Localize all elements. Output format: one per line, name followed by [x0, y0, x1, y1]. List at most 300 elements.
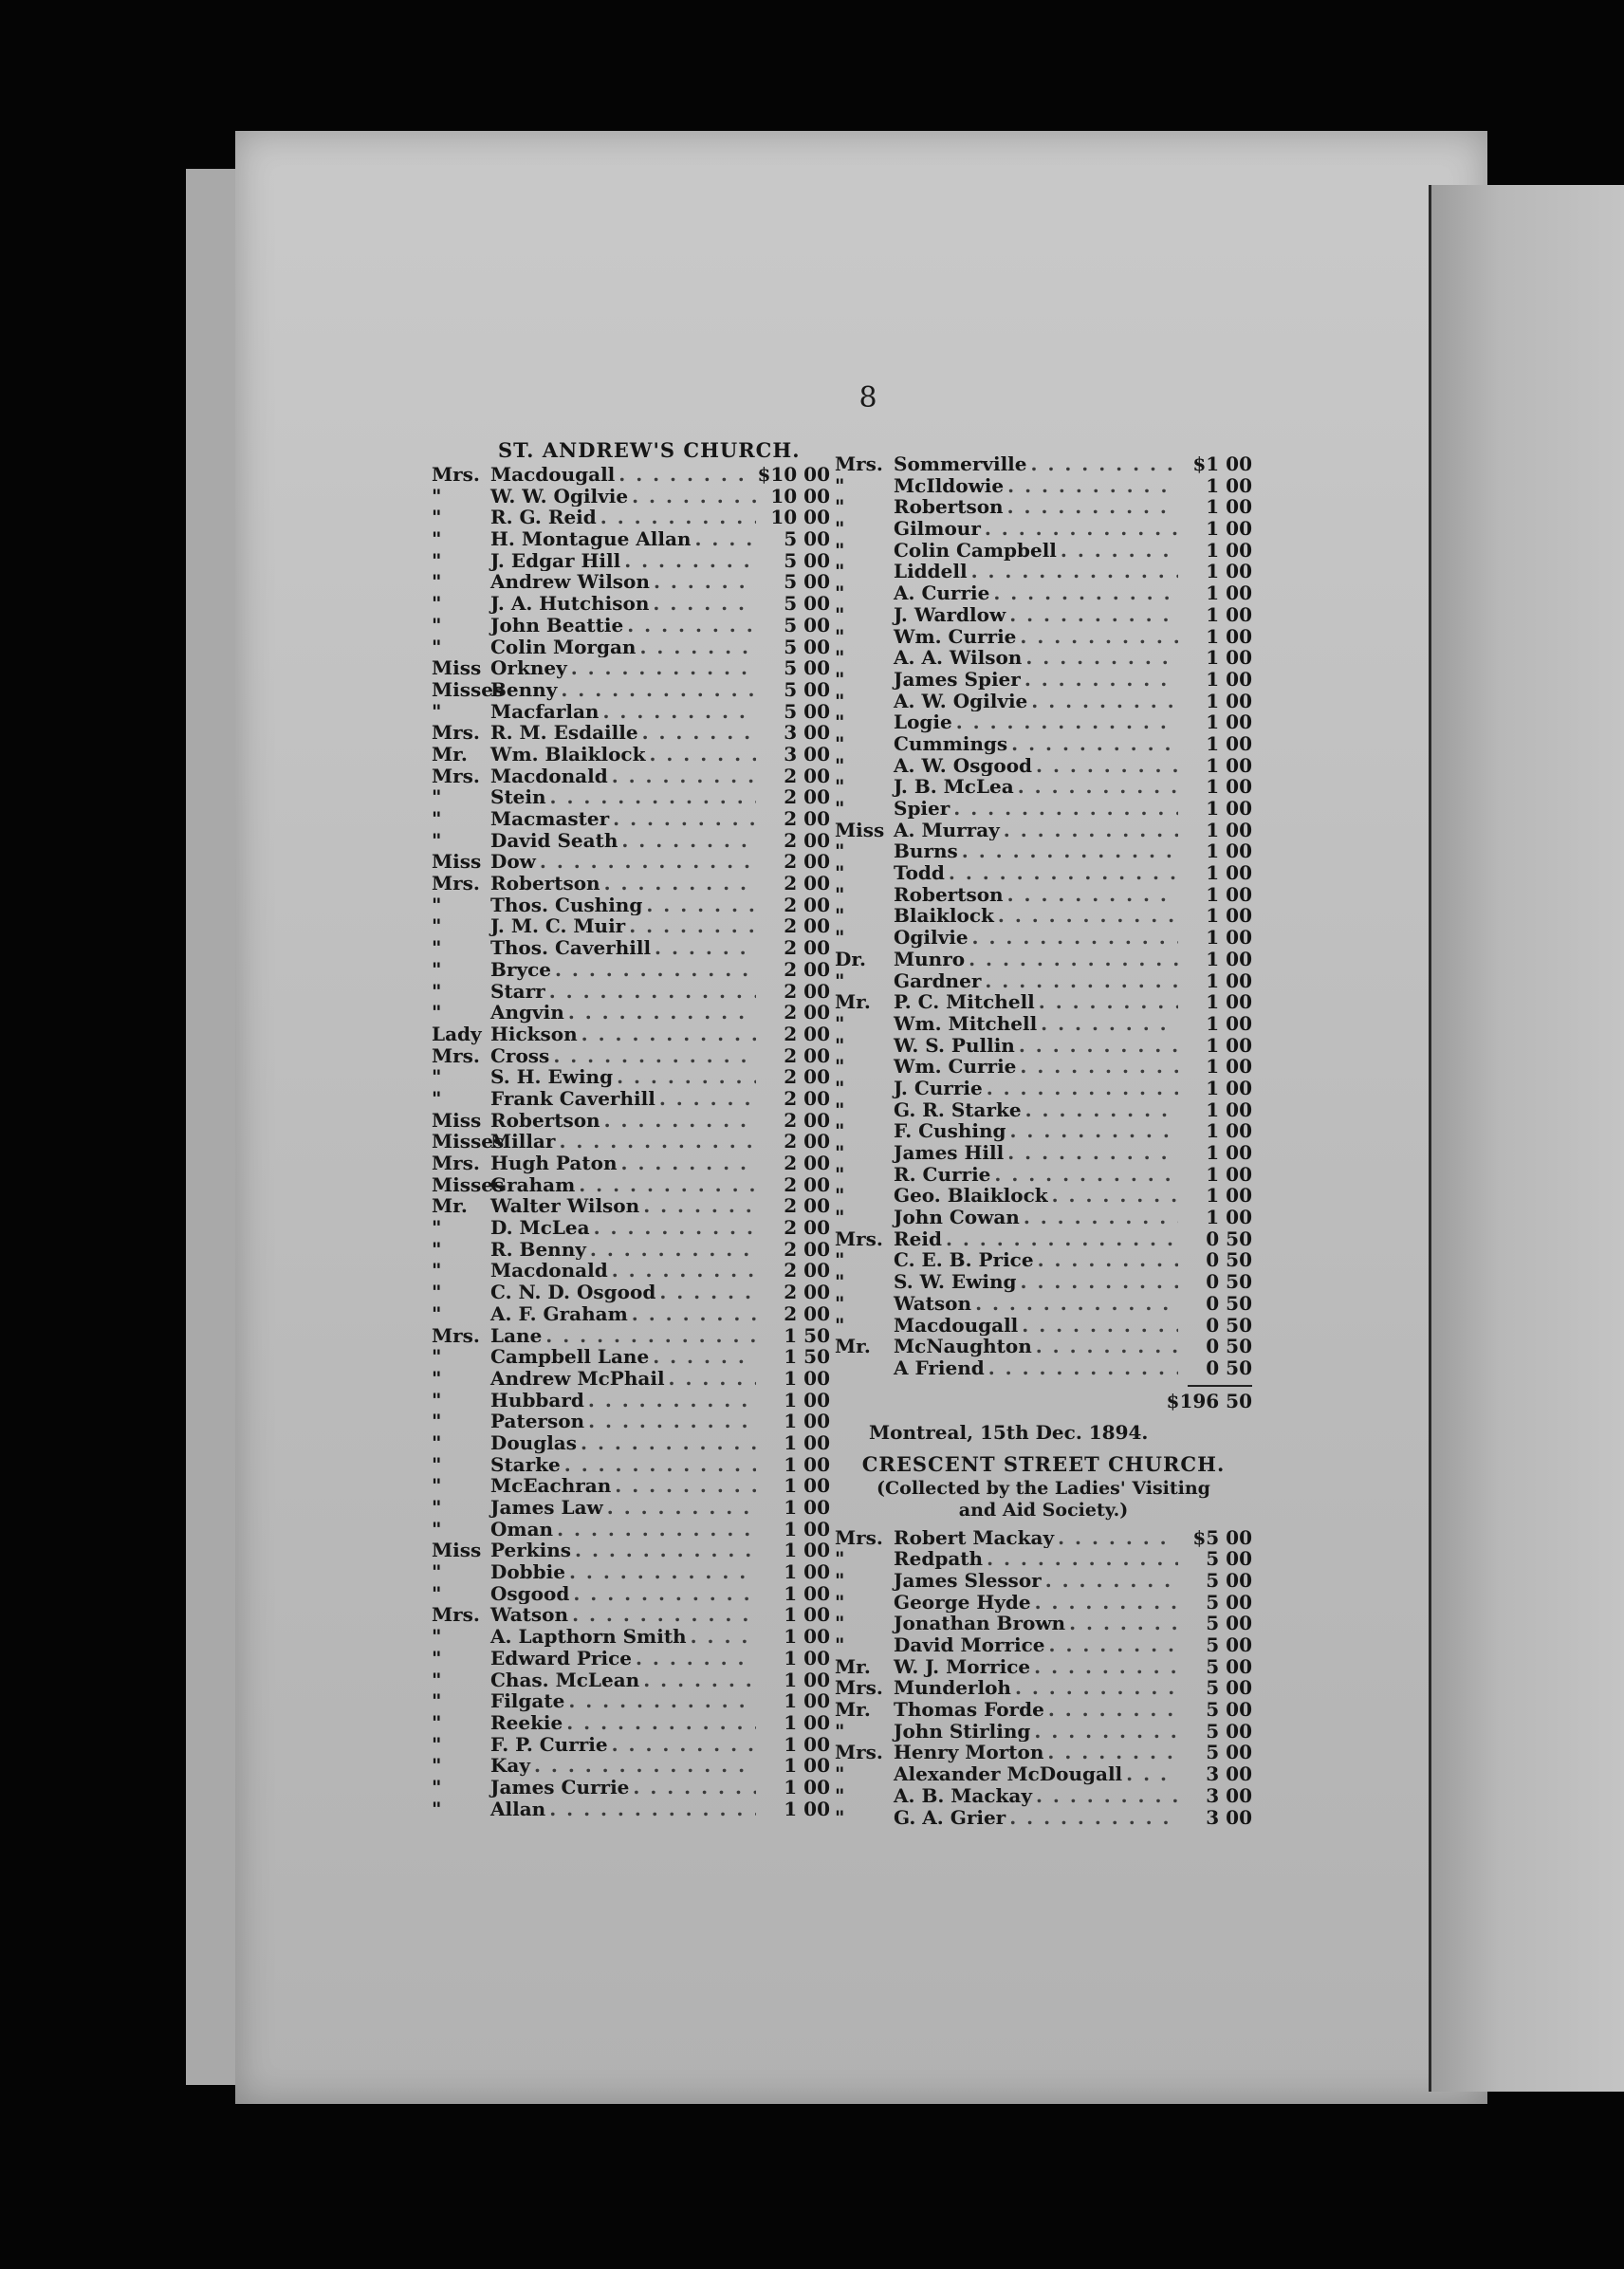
donor-name: F. P. Currie: [490, 1733, 608, 1756]
leader-dots: [639, 1195, 756, 1217]
donation-amount: 1 00: [784, 1711, 830, 1734]
donor-title: ": [432, 1453, 442, 1476]
donor-entry: [835, 518, 1252, 540]
donor-title: ": [835, 1098, 845, 1121]
donor-title: Misses: [432, 678, 505, 701]
donor-title: ": [835, 1249, 845, 1272]
donor-name: McNaughton: [894, 1336, 1032, 1357]
donation-amount: 5 00: [1206, 1548, 1252, 1570]
donor-name: Paterson: [490, 1411, 585, 1432]
donor-title: Miss: [432, 1540, 482, 1562]
donor-title: Miss: [432, 657, 482, 679]
donor-entry: [432, 1282, 830, 1303]
donor-title: ": [835, 862, 845, 884]
donor-title: ": [835, 1163, 845, 1186]
donation-amount: 1 00: [1206, 561, 1252, 583]
donor-name: Reid: [894, 1227, 942, 1250]
leader-dots: [1042, 1570, 1178, 1592]
donor-entry: [835, 798, 1252, 820]
donation-amount: 10 00: [770, 507, 830, 529]
donor-entry: [432, 808, 830, 830]
donor-name: Dobbie: [490, 1561, 565, 1583]
donor-title: ": [432, 1626, 442, 1648]
leader-dots: [584, 1390, 756, 1411]
donor-name: Blaiklock: [894, 905, 994, 928]
donor-name: Wm. Currie: [894, 1056, 1017, 1078]
donor-title: ": [835, 1806, 845, 1829]
donor-title: ": [835, 1120, 845, 1142]
donation-amount: 1 00: [1206, 1142, 1252, 1164]
donor-title: ": [432, 1002, 442, 1024]
donor-entry: [835, 1527, 1252, 1549]
leader-dots: [567, 657, 756, 679]
donor-name: R. Benny: [490, 1238, 586, 1261]
donor-name: G. A. Grier: [894, 1806, 1006, 1829]
leader-dots: [628, 486, 756, 507]
donation-amount: 0 50: [1206, 1356, 1252, 1379]
donation-amount: 1 00: [1206, 1163, 1252, 1186]
donation-amount: 1 00: [784, 1582, 830, 1605]
donation-amount: 5 00: [784, 593, 830, 615]
leader-dots: [586, 1239, 756, 1261]
donor-title: ": [835, 776, 845, 798]
donor-entry: [835, 647, 1252, 669]
donor-title: Mr.: [835, 1336, 871, 1357]
donation-amount: 1 00: [784, 1669, 830, 1691]
donation-amount: 5 00: [784, 657, 830, 679]
donor-entry: [835, 475, 1252, 497]
leader-dots: [981, 970, 1178, 992]
donor-title: ": [432, 1367, 442, 1390]
leader-dots: [1006, 1120, 1179, 1142]
donation-amount: $1 00: [1192, 453, 1252, 475]
donor-title: Mrs.: [835, 1526, 883, 1549]
donor-title: ": [835, 840, 845, 863]
donation-amount: 1 00: [784, 1626, 830, 1648]
leader-dots: [971, 1293, 1178, 1315]
leader-dots: [1044, 1699, 1178, 1721]
donor-entry: [835, 905, 1252, 927]
donation-amount: 3 00: [1206, 1784, 1252, 1807]
donor-title: Mrs.: [432, 1153, 480, 1174]
leader-dots: [1016, 1056, 1178, 1078]
donor-name: W. W. Ogilvie: [490, 485, 629, 507]
donor-entry: [432, 1131, 830, 1153]
donor-name: W. J. Morrice: [894, 1655, 1031, 1678]
donation-amount: 2 00: [784, 1153, 830, 1174]
donor-list: [835, 453, 1252, 1379]
leader-dots: [599, 701, 756, 723]
leader-dots: [645, 744, 756, 766]
donor-name: A. W. Ogilvie: [894, 690, 1028, 712]
donor-name: Jonathan Brown: [894, 1613, 1066, 1634]
leader-dots: [565, 1561, 756, 1583]
donation-amount: 2 00: [784, 1282, 830, 1303]
donation-amount: 1 00: [1206, 991, 1252, 1013]
donation-amount: 5 00: [1206, 1720, 1252, 1743]
donor-entry: [432, 528, 830, 550]
donor-entry: [432, 1411, 830, 1432]
dateline: Montreal, 15th Dec. 1894.: [869, 1420, 1149, 1444]
leader-dots: [620, 550, 756, 572]
donor-entry: [835, 626, 1252, 648]
donor-title: ": [835, 603, 845, 626]
donor-name: Thomas Forde: [894, 1699, 1044, 1721]
donor-name: J. B. McLea: [894, 776, 1014, 798]
donor-name: S. W. Ewing: [894, 1271, 1017, 1293]
donor-entry: [835, 1721, 1252, 1743]
donor-entry: [835, 1271, 1252, 1293]
donor-entry: [835, 1185, 1252, 1207]
donor-entry: [432, 1325, 830, 1347]
donor-entry: [835, 604, 1252, 626]
donation-amount: 2 00: [784, 829, 830, 852]
donor-name: W. S. Pullin: [894, 1034, 1015, 1057]
donation-amount: 5 00: [784, 549, 830, 572]
donor-title: Miss: [432, 1109, 482, 1132]
donor-title: Mrs.: [432, 464, 480, 486]
donor-title: Mrs.: [835, 453, 883, 475]
donation-amount: 5 00: [784, 636, 830, 658]
donor-entry: [835, 1613, 1252, 1634]
donor-title: ": [835, 1569, 845, 1592]
donor-title: ": [835, 1591, 845, 1614]
donation-amount: 1 00: [784, 1540, 830, 1562]
leader-dots: [638, 722, 756, 744]
section-subheading: (Collected by the Ladies' Visiting: [877, 1477, 1210, 1499]
donation-amount: 2 00: [784, 1023, 830, 1045]
donor-title: ": [432, 1561, 442, 1583]
donor-name: Andrew Wilson: [490, 571, 650, 594]
donation-amount: 1 00: [1206, 798, 1252, 820]
donor-entry: [835, 1336, 1252, 1357]
donor-name: Liddell: [894, 561, 968, 583]
donation-amount: 1 00: [1206, 840, 1252, 863]
page-number: 8: [858, 381, 877, 415]
donation-amount: 1 00: [784, 1497, 830, 1519]
donation-amount: 1 00: [1206, 927, 1252, 949]
donor-title: Mr.: [835, 1699, 871, 1721]
leader-dots: [615, 464, 756, 486]
donation-amount: 1 00: [1206, 690, 1252, 712]
donor-title: ": [432, 808, 442, 830]
donation-amount: 0 50: [1206, 1227, 1252, 1250]
donation-amount: 1 00: [1206, 905, 1252, 928]
donor-title: ": [432, 1733, 442, 1756]
donor-title: ": [835, 1784, 845, 1807]
donor-title: ": [835, 1613, 845, 1634]
donor-entry: [432, 657, 830, 679]
donation-amount: 5 00: [1206, 1655, 1252, 1678]
donor-name: Logie: [894, 711, 952, 733]
donor-title: ": [432, 980, 442, 1003]
donation-amount: 0 50: [1206, 1336, 1252, 1357]
leader-dots: [1011, 1677, 1178, 1699]
donor-entry: [835, 1013, 1252, 1035]
donor-entry: [835, 1785, 1252, 1807]
leader-dots: [1031, 1592, 1178, 1614]
donor-name: Hickson: [490, 1023, 578, 1045]
leader-dots: [649, 1346, 756, 1368]
donor-entry: [432, 1346, 830, 1368]
donation-amount: 1 00: [1206, 732, 1252, 755]
donor-name: Sommerville: [894, 453, 1027, 475]
donor-title: ": [432, 1647, 442, 1669]
leader-dots: [958, 840, 1178, 862]
donor-name: Redpath: [894, 1548, 984, 1570]
leader-dots: [965, 949, 1178, 970]
leader-dots: [655, 1282, 756, 1303]
donor-title: ": [432, 1518, 442, 1540]
donor-title: ": [432, 1087, 442, 1110]
donor-title: ": [835, 927, 845, 949]
donor-name: Bryce: [490, 958, 551, 981]
donation-amount: 2 00: [784, 808, 830, 830]
donor-name: Wm. Currie: [894, 625, 1017, 648]
donor-title: Mrs.: [432, 765, 480, 787]
donor-name: Robertson: [894, 883, 1004, 906]
leader-dots: [555, 1131, 756, 1153]
donation-amount: 1 00: [1206, 1034, 1252, 1057]
donor-name: John Stirling: [894, 1720, 1031, 1743]
donor-entry: [432, 1626, 830, 1648]
donor-title: Mrs.: [835, 1677, 883, 1700]
donor-name: Millar: [490, 1131, 556, 1153]
donor-entry: [432, 636, 830, 658]
donor-name: McIldowie: [894, 474, 1005, 497]
left-column: [432, 438, 830, 1819]
donor-name: Hubbard: [490, 1389, 584, 1411]
donation-amount: 2 00: [784, 1238, 830, 1261]
donation-amount: 0 50: [1206, 1271, 1252, 1293]
leader-dots: [1020, 1207, 1178, 1228]
leader-dots: [608, 1734, 756, 1756]
donor-entry: [432, 1561, 830, 1583]
donor-title: ": [835, 1185, 845, 1208]
donor-name: Macfarlan: [490, 700, 600, 723]
leader-dots: [990, 1164, 1178, 1186]
donation-amount: 2 00: [784, 1087, 830, 1110]
donation-amount: 1 00: [1206, 862, 1252, 884]
donation-amount: 1 00: [784, 1389, 830, 1411]
leader-dots: [651, 937, 756, 959]
donor-entry: [835, 927, 1252, 949]
donor-name: S. H. Ewing: [490, 1066, 614, 1088]
donor-entry: [432, 1390, 830, 1411]
donor-title: ": [835, 1034, 845, 1057]
donation-amount: 3 00: [784, 743, 830, 766]
leader-dots: [563, 1712, 756, 1734]
donation-amount: 2 00: [784, 980, 830, 1003]
donor-title: ": [432, 549, 442, 572]
donor-title: ": [432, 786, 442, 808]
leader-dots: [575, 1174, 756, 1196]
leader-dots: [1032, 1336, 1178, 1357]
leader-dots: [564, 1002, 756, 1024]
donor-name: H. Montague Allan: [490, 528, 692, 550]
donation-amount: 1 00: [784, 1453, 830, 1476]
leader-dots: [623, 615, 756, 636]
leader-dots: [609, 808, 756, 830]
donor-title: ": [432, 507, 442, 529]
leader-dots: [549, 1045, 756, 1067]
donation-amount: 3 00: [784, 722, 830, 744]
leader-dots: [1035, 991, 1178, 1013]
donor-entry: [432, 1174, 830, 1196]
donor-entry: [835, 691, 1252, 712]
donor-name: Munderloh: [894, 1677, 1011, 1700]
donation-amount: $5 00: [1192, 1526, 1252, 1549]
donor-entry: [835, 1293, 1252, 1315]
donor-name: A. Murray: [894, 819, 1000, 841]
donor-title: ": [835, 1207, 845, 1228]
donor-entry: [432, 1475, 830, 1497]
donor-entry: [835, 970, 1252, 992]
donor-entry: [835, 1656, 1252, 1678]
donation-amount: 5 00: [784, 614, 830, 636]
donor-name: Watson: [894, 1292, 972, 1315]
donor-title: ": [432, 593, 442, 615]
donation-amount: 5 00: [1206, 1613, 1252, 1634]
donation-amount: 1 00: [784, 1518, 830, 1540]
right-column: [835, 453, 1252, 1828]
donor-name: J. Currie: [894, 1077, 983, 1099]
donor-name: J. Wardlow: [894, 603, 1006, 626]
donor-entry: [432, 722, 830, 744]
donor-title: ": [835, 1634, 845, 1656]
donor-name: Burns: [894, 840, 958, 863]
donor-title: ": [835, 1763, 845, 1785]
donor-name: David Seath: [490, 829, 618, 852]
donor-entry: [835, 582, 1252, 604]
leader-dots: [1018, 1315, 1178, 1337]
donor-entry: [835, 1570, 1252, 1592]
donor-entry: [432, 550, 830, 572]
donor-name: Hugh Paton: [490, 1153, 618, 1174]
leader-dots: [530, 1755, 756, 1777]
donor-entry: [835, 669, 1252, 691]
leader-dots: [1057, 540, 1178, 562]
leader-dots: [1004, 1142, 1178, 1164]
donation-amount: 2 00: [784, 1131, 830, 1153]
donor-name: Macdougall: [894, 1314, 1019, 1337]
leader-dots: [545, 1799, 756, 1820]
leader-dots: [665, 1368, 756, 1390]
leader-dots: [1004, 884, 1178, 906]
donation-amount: 2 00: [784, 873, 830, 895]
donor-title: ": [432, 571, 442, 594]
leader-dots: [636, 636, 756, 658]
leader-dots: [969, 927, 1178, 949]
donor-name: Gilmour: [894, 518, 981, 540]
leader-dots: [942, 1228, 1178, 1250]
donation-amount: 1 00: [1206, 819, 1252, 841]
donor-name: A. Lapthorn Smith: [490, 1626, 687, 1648]
leader-dots: [584, 1411, 756, 1432]
donation-amount: $10 00: [757, 464, 830, 486]
donor-name: A. F. Graham: [490, 1302, 628, 1325]
donor-title: ": [835, 1292, 845, 1315]
donation-amount: 1 00: [784, 1561, 830, 1583]
donor-title: ": [835, 539, 845, 562]
donor-name: Cross: [490, 1044, 550, 1067]
donor-entry: [835, 711, 1252, 733]
donor-entry: [835, 884, 1252, 906]
leader-dots: [1000, 820, 1178, 841]
donation-amount: 1 00: [784, 1776, 830, 1799]
leader-dots: [561, 1454, 756, 1476]
donor-title: ": [835, 711, 845, 733]
donor-name: Thos. Cushing: [490, 894, 643, 916]
leader-dots: [642, 895, 756, 916]
donor-title: ": [835, 668, 845, 691]
donor-entry: [432, 1604, 830, 1626]
donor-name: James Law: [490, 1497, 603, 1519]
leader-dots: [597, 507, 756, 528]
donor-entry: [835, 1056, 1252, 1078]
leader-dots: [1015, 1035, 1178, 1057]
donor-entry: [432, 679, 830, 701]
total-amount: $196 50: [1166, 1389, 1252, 1412]
donor-title: ": [835, 1271, 845, 1293]
donation-amount: 0 50: [1206, 1249, 1252, 1272]
donor-name: Wm. Blaiklock: [490, 743, 646, 766]
donation-amount: 1 00: [1206, 776, 1252, 798]
donation-amount: 2 00: [784, 1173, 830, 1196]
donor-title: ": [835, 1548, 845, 1570]
leader-dots: [983, 1078, 1178, 1099]
donor-title: ": [432, 528, 442, 550]
donation-amount: 0 50: [1206, 1314, 1252, 1337]
donation-amount: 5 00: [1206, 1591, 1252, 1614]
donor-entry: [835, 1035, 1252, 1057]
donor-title: ": [835, 518, 845, 540]
donor-entry: [835, 1249, 1252, 1271]
donor-entry: [432, 766, 830, 787]
donation-amount: 1 00: [784, 1367, 830, 1390]
facing-page-edge: [1429, 185, 1624, 2092]
donor-title: ": [432, 1475, 442, 1497]
donor-title: Mrs.: [432, 873, 480, 895]
donor-title: ": [432, 1669, 442, 1691]
donor-entry: [432, 1583, 830, 1605]
donor-entry: [432, 1669, 830, 1691]
donor-entry: [835, 949, 1252, 970]
donation-amount: 1 00: [1206, 539, 1252, 562]
donation-amount: 1 00: [1206, 948, 1252, 970]
donor-name: Reekie: [490, 1711, 563, 1734]
donor-name: Filgate: [490, 1690, 565, 1712]
donor-entry: [835, 755, 1252, 777]
donor-name: Robertson: [894, 496, 1004, 519]
donor-title: Mr.: [835, 1655, 871, 1678]
donation-amount: 1 00: [1206, 1012, 1252, 1035]
donor-name: Macdougall: [490, 464, 616, 486]
donor-entry: [432, 1088, 830, 1110]
donor-title: Misses: [432, 1131, 505, 1153]
donor-entry: [432, 464, 830, 486]
donor-title: ": [835, 496, 845, 519]
donor-name: C. E. B. Price: [894, 1249, 1034, 1272]
donor-entry: [835, 820, 1252, 841]
donor-entry: [432, 1799, 830, 1820]
donor-entry: [432, 744, 830, 766]
donor-entry: [432, 1497, 830, 1519]
donor-title: ": [835, 625, 845, 648]
donor-name: Edward Price: [490, 1647, 632, 1669]
donor-name: Kay: [490, 1755, 530, 1777]
donor-name: R. Currie: [894, 1163, 991, 1186]
